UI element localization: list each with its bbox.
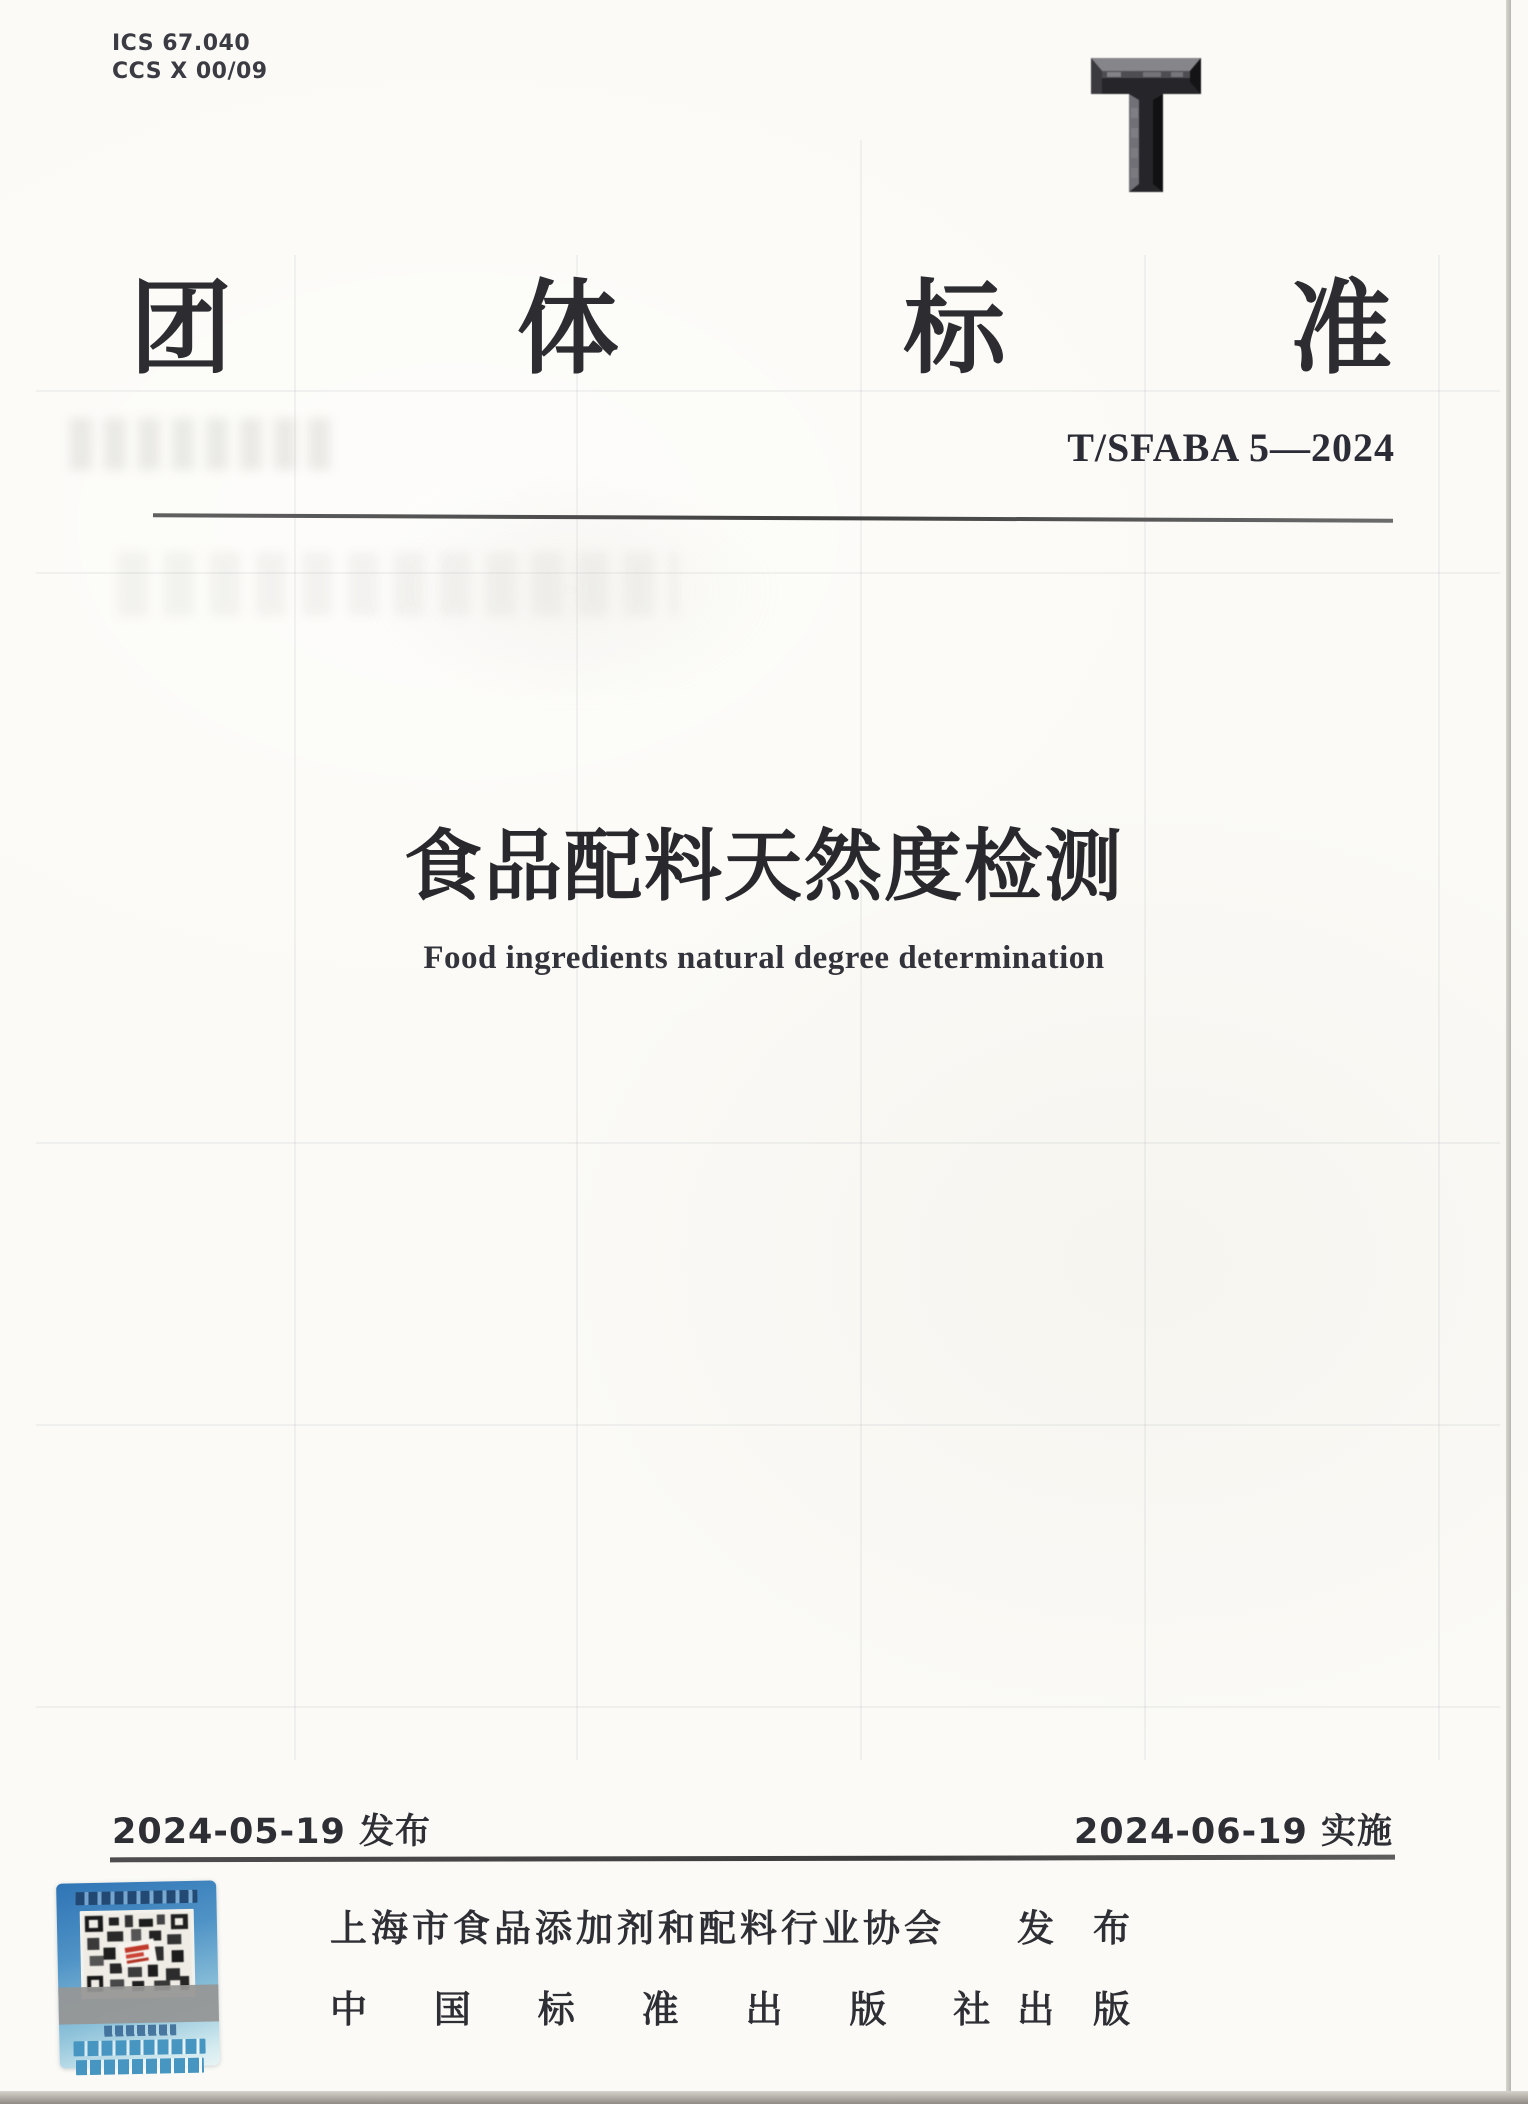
- scan-smudge: [360, 470, 780, 710]
- t-standard-logo-icon: [1085, 48, 1207, 200]
- anti-counterfeit-sticker: [56, 1880, 220, 2068]
- doc-type-char: 体: [516, 270, 619, 389]
- page-bottom-shadow: [0, 2091, 1528, 2104]
- ghost-gridline-vertical: [294, 255, 296, 1760]
- classification-codes: [112, 30, 268, 86]
- publisher-name: 上海市食品添加剂和配料行业协会: [330, 1907, 945, 1950]
- doc-type-char: 团: [130, 270, 232, 389]
- doc-type-row: [130, 270, 1392, 389]
- publisher-block: [330, 1898, 1130, 2033]
- publish-action-label: 发 布: [1017, 1907, 1130, 1950]
- issue-date: 2024-05-19 发布: [112, 1812, 432, 1852]
- sticker-microtext: [75, 1890, 197, 1906]
- sticker-text-blocks: [76, 2058, 204, 2076]
- ghost-gridline-horizontal: [36, 1706, 1500, 1708]
- header-rule: [153, 513, 1393, 522]
- page-title: 食品配料天然度检测: [403, 822, 1124, 912]
- ghost-gridline-vertical: [1438, 255, 1440, 1760]
- ghost-gridline-vertical: [576, 255, 578, 1760]
- ghost-gridline-horizontal: [36, 572, 1500, 574]
- ics-code: ICS 67.040: [112, 31, 251, 56]
- standard-number: T/SFABA 5—2024: [1067, 425, 1395, 470]
- ccs-code: CCS X 00/09: [112, 59, 268, 84]
- page-scan-edge: [1506, 0, 1511, 2104]
- press-name: 中 国 标 准 出 版 社: [330, 1988, 991, 2031]
- footer-rule: [110, 1855, 1395, 1863]
- doc-type-char: 标: [903, 270, 1006, 389]
- sticker-text-blocks: [73, 2039, 205, 2057]
- page-title-english: Food ingredients natural degree determination: [423, 940, 1105, 976]
- ghost-gridline-horizontal: [36, 1142, 1500, 1144]
- ghost-gridline-vertical: [1144, 255, 1146, 1760]
- ghost-gridline-horizontal: [36, 390, 1500, 392]
- sticker-gray-band: [58, 1984, 219, 2024]
- publisher-row-primary: [330, 1898, 1130, 1952]
- press-action-label: 出 版: [1017, 1988, 1130, 2031]
- implementation-date: 2024-06-19 实施: [1073, 1812, 1393, 1852]
- publisher-row-secondary: [330, 1979, 1130, 2033]
- qr-code-icon: [83, 1912, 193, 1996]
- doc-type-char: 准: [1289, 270, 1392, 389]
- sticker-serial: [104, 2024, 176, 2037]
- scan-smudge: [118, 552, 678, 616]
- ghost-gridline-horizontal: [36, 1424, 1500, 1426]
- scan-smudge: [70, 418, 340, 470]
